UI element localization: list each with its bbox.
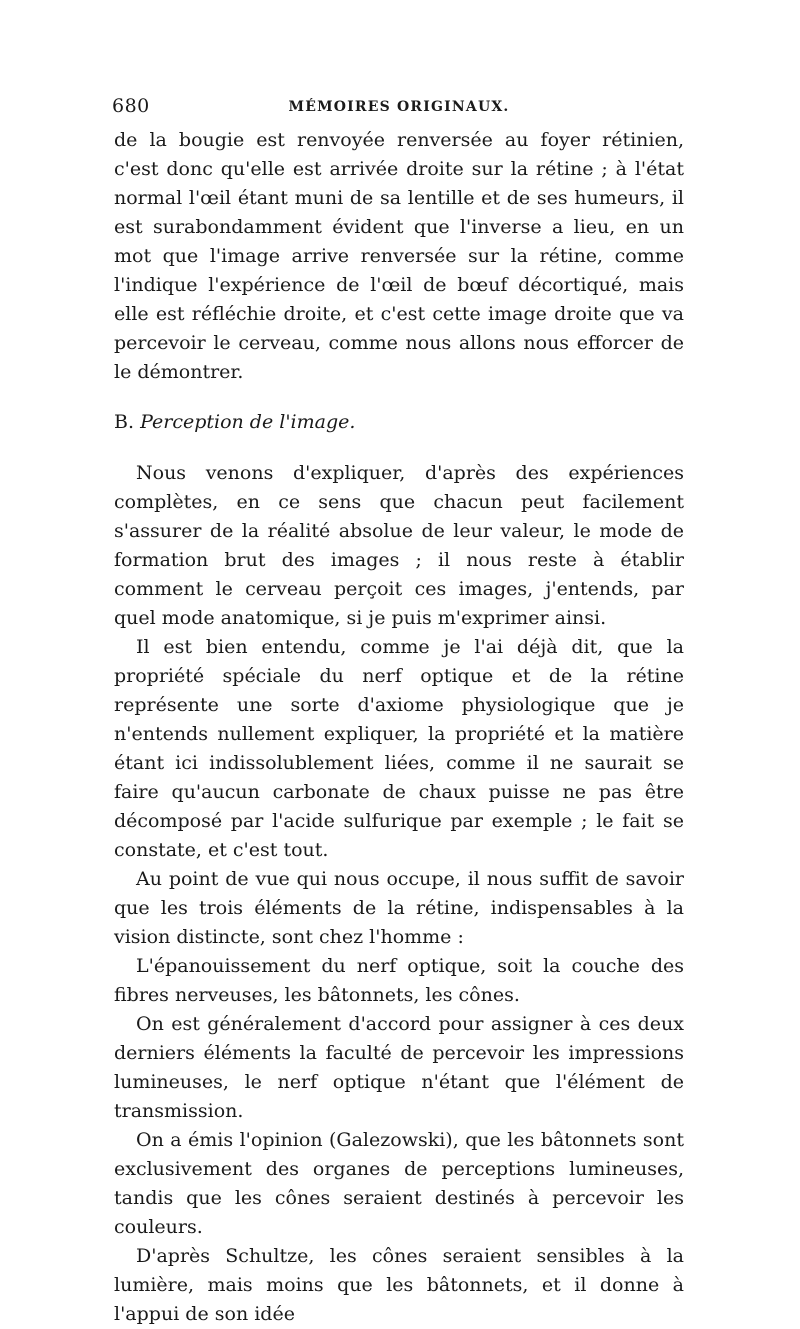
paragraph: L'épanouissement du nerf optique, soit la couche des fibres nerveuses, les bâtonnets, les cônes. xyxy=(114,955,684,1006)
paragraph: On a émis l'opinion (Galezowski), que les bâtonnets sont exclusivement des organes de perceptions lumineuses, tandis que les cônes seraient destinés à percevoir les couleurs. xyxy=(114,1129,684,1238)
paragraph: On est généralement d'accord pour assigner à ces deux derniers éléments la faculté de percevoir les impressions lumineuses, le nerf optique n'étant que l'élément de transmission. xyxy=(114,1013,684,1122)
paragraph: Il est bien entendu, comme je l'ai déjà dit, que la propriété spéciale du nerf optique et de la rétine représente une sorte d'axiome physiologique que je n'entends nullement expliquer, la propriété et la matière étant ici indissolublement liées, comme il ne saurait se faire qu'aucun carbonate de chaux puisse ne pas être décomposé par l'acide sulfurique par exemple ; le fait se constate, et c'est tout. xyxy=(114,636,684,861)
page-number: 680 xyxy=(112,95,150,117)
page-header xyxy=(112,95,686,121)
paragraph: Nous venons d'expliquer, d'après des expériences complètes, en ce sens que chacun peut facilement s'assurer de la réalité absolue de leur valeur, le mode de formation brut des images ; il nous reste à établir comment le cerveau perçoit ces images, j'entends, par quel mode anatomique, si je puis m'exprimer ainsi. xyxy=(114,462,684,629)
running-title: MÉMOIRES ORIGINAUX. xyxy=(288,99,510,115)
section-heading xyxy=(114,408,684,437)
paragraph: Au point de vue qui nous occupe, il nous suffit de savoir que les trois éléments de la rétine, indispensables à la vision distincte, sont chez l'homme : xyxy=(114,868,684,948)
section-label: B. xyxy=(114,411,135,433)
paragraph: D'après Schultze, les cônes seraient sensibles à la lumière, mais moins que les bâtonnets, et il donne à l'appui de son idée xyxy=(114,1245,684,1325)
section-title: Perception de l'image. xyxy=(140,411,356,433)
body-text xyxy=(114,126,684,1329)
paragraph: de la bougie est renvoyée renversée au foyer rétinien, c'est donc qu'elle est arrivée droite sur la rétine ; à l'état normal l'œil étant muni de sa lentille et de ses humeurs, il est surabondamment évident que l'inverse a lieu, en un mot que l'image arrive renversée sur la rétine, comme l'indique l'expérience de l'œil de bœuf décortiqué, mais elle est réfléchie droite, et c'est cette image droite que va percevoir le cerveau, comme nous allons nous efforcer de le démontrer. xyxy=(114,129,684,383)
